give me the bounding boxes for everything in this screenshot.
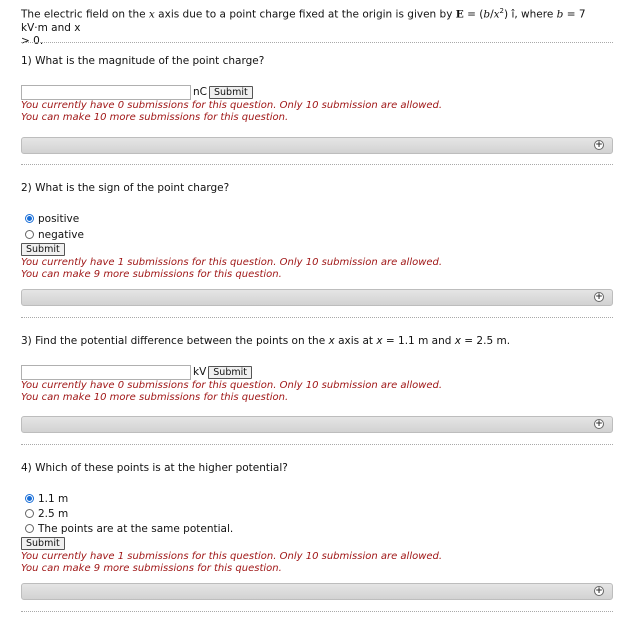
submission-count-message: You currently have 1 submissions for this question. Only 10 submission are allowed. [21, 551, 443, 562]
remaining-submissions-message: You can make 9 more submissions for this question. [21, 563, 282, 574]
intro-var: b [483, 8, 491, 21]
intro-var: x [148, 8, 155, 21]
submit-button[interactable]: Submit [21, 537, 65, 550]
unit-label: nC [193, 86, 207, 98]
question-text: 2) What is the sign of the point charge? [21, 182, 230, 194]
field-symbol: E [455, 8, 464, 21]
option-label: 1.1 m [38, 492, 69, 505]
intro-text: The electric field on the [21, 8, 149, 21]
question-text: 3) Find the potential difference between the points on the x axis at x = 1.1 m and x = 2.5 m. [21, 335, 511, 347]
answer-row [21, 364, 613, 380]
intro-text: > 0. [21, 34, 44, 47]
radio-button[interactable] [25, 524, 34, 533]
option-label: positive [38, 212, 80, 225]
exponent: 2 [499, 7, 505, 15]
unit-label: kV [193, 366, 207, 378]
submit-button[interactable]: Submit [209, 86, 253, 99]
option-label: The points are at the same potential. [38, 522, 234, 535]
remaining-submissions-message: You can make 10 more submissions for this question. [21, 392, 289, 403]
question-1 [21, 55, 613, 124]
intro-var: b [556, 8, 564, 21]
intro-text: = 7 kV·m and x [21, 8, 586, 34]
divider [21, 317, 613, 318]
answer-row [21, 84, 613, 100]
intro-text: / [490, 8, 494, 21]
divider [21, 611, 613, 612]
option-label: negative [38, 228, 84, 241]
question-4 [21, 462, 613, 575]
hint-expander-bar[interactable] [21, 416, 613, 433]
radio-option[interactable] [25, 507, 613, 520]
intro-text: ) î, where [504, 8, 557, 21]
radio-button[interactable] [25, 509, 34, 518]
submit-row [21, 241, 613, 257]
divider [21, 444, 613, 445]
radio-option[interactable] [25, 228, 613, 241]
radio-group [21, 492, 613, 535]
plus-circle-icon[interactable]: + [595, 292, 603, 302]
hint-expander-bar[interactable] [21, 289, 613, 306]
answer-input[interactable] [21, 85, 191, 100]
plus-circle-icon[interactable]: + [595, 586, 603, 596]
radio-button-selected[interactable] [25, 494, 34, 503]
submission-count-message: You currently have 0 submissions for this question. Only 10 submission are allowed. [21, 380, 443, 391]
submit-button[interactable]: Submit [21, 243, 65, 256]
radio-button-selected[interactable] [25, 214, 34, 223]
radio-option[interactable] [25, 522, 613, 535]
radio-button[interactable] [25, 230, 34, 239]
submit-row [21, 535, 613, 551]
divider [21, 42, 613, 43]
remaining-submissions-message: You can make 9 more submissions for this question. [21, 269, 282, 280]
hint-expander-bar[interactable] [21, 583, 613, 600]
intro-text: axis due to a point charge fixed at the origin is given by [154, 8, 456, 21]
submission-count-message: You currently have 1 submissions for this question. Only 10 submission are allowed. [21, 257, 443, 268]
question-3 [21, 335, 613, 404]
radio-option[interactable] [25, 212, 613, 225]
submit-button[interactable]: Submit [208, 366, 252, 379]
question-text: 4) Which of these points is at the higher potential? [21, 462, 288, 474]
plus-circle-icon[interactable]: + [595, 419, 603, 429]
question-text: 1) What is the magnitude of the point charge? [21, 55, 265, 67]
radio-group [21, 212, 613, 241]
plus-circle-icon[interactable]: + [595, 140, 603, 150]
submission-count-message: You currently have 0 submissions for this question. Only 10 submission are allowed. [21, 100, 443, 111]
hint-expander-bar[interactable] [21, 137, 613, 154]
intro-var: x [493, 8, 500, 21]
divider [21, 164, 613, 165]
remaining-submissions-message: You can make 10 more submissions for this question. [21, 112, 289, 123]
intro-text: = ( [463, 8, 484, 21]
question-2 [21, 182, 613, 281]
radio-option[interactable] [25, 492, 613, 505]
answer-input[interactable] [21, 365, 191, 380]
option-label: 2.5 m [38, 507, 69, 520]
